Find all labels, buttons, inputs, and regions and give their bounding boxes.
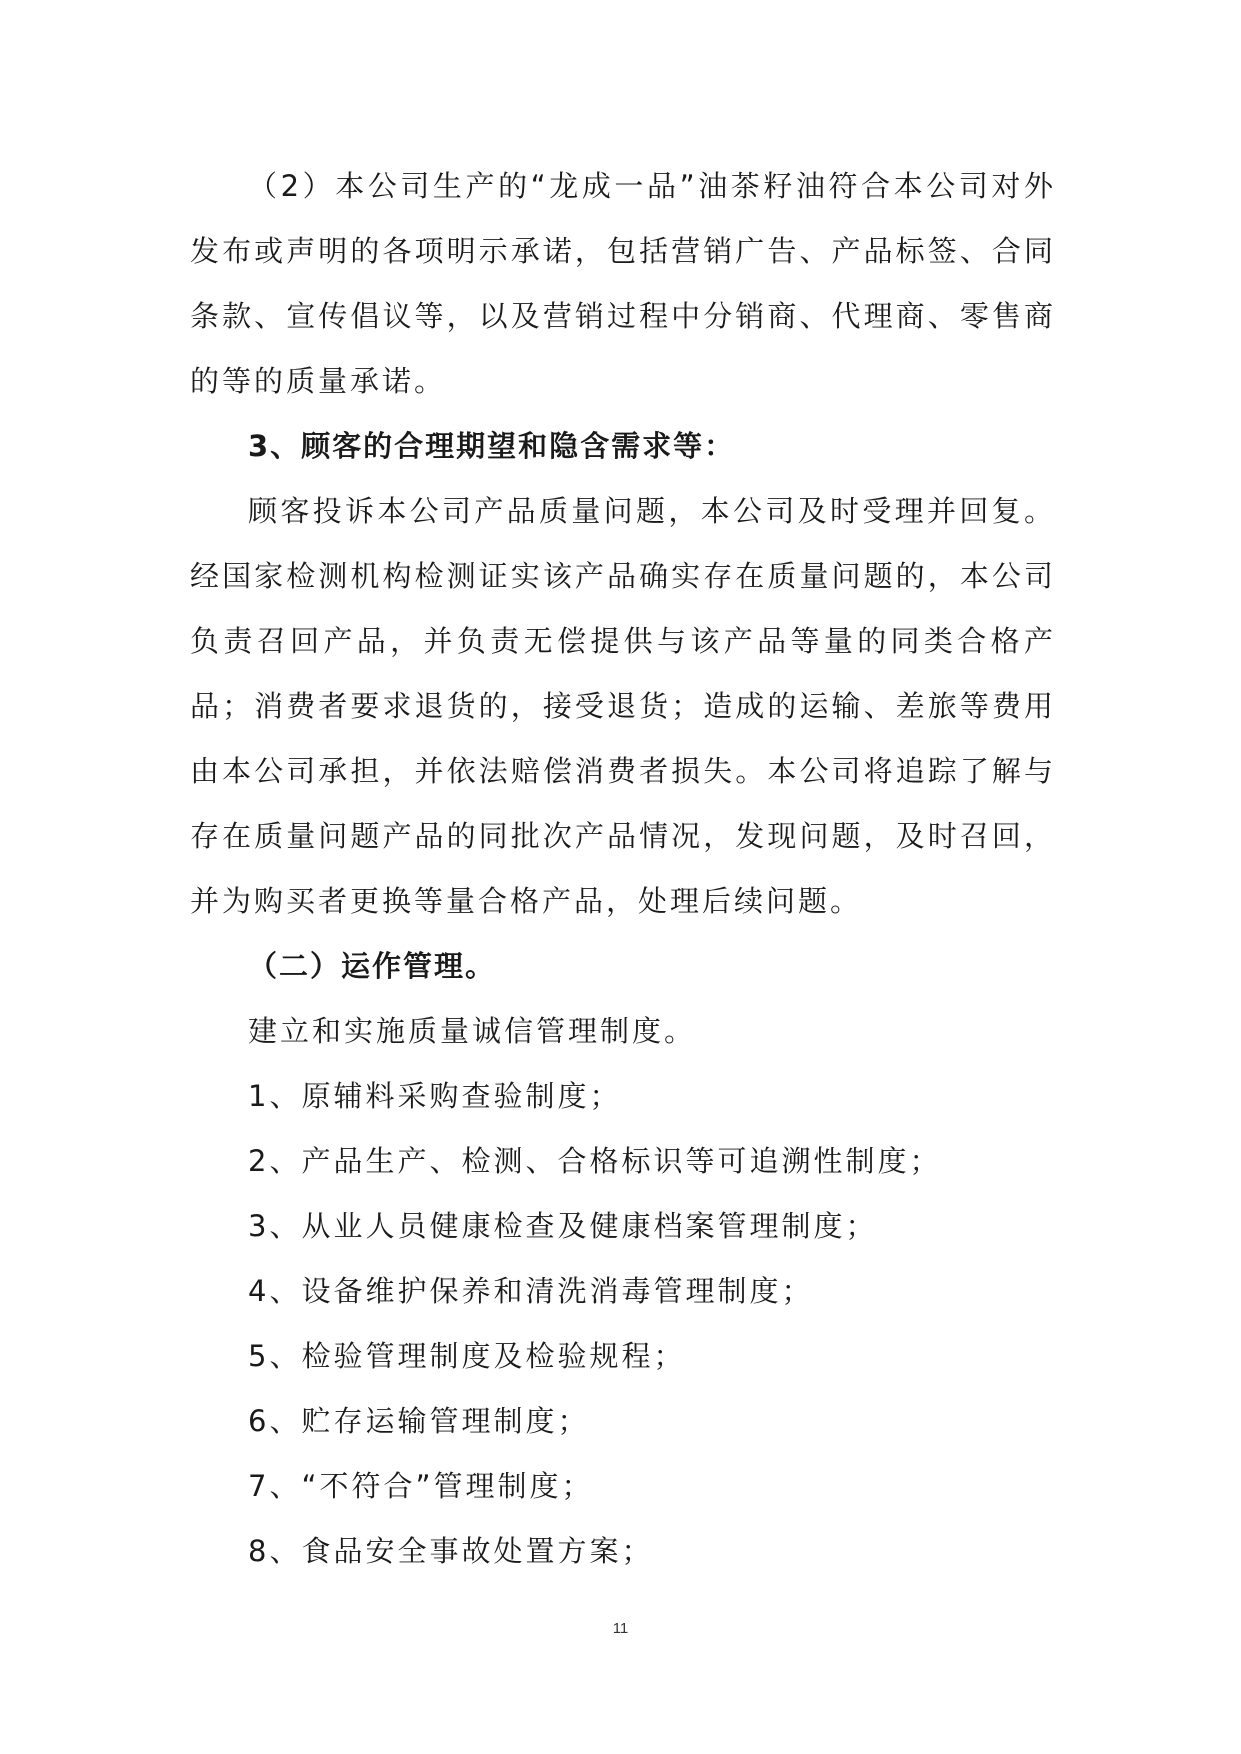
list-item: 4、设备维护保养和清洗消毒管理制度； xyxy=(248,1274,814,1308)
list-item: 1、原辅料采购查验制度； xyxy=(248,1079,622,1113)
list-item: 7、“不符合”管理制度； xyxy=(248,1469,594,1503)
section-heading-operation-management: （二）运作管理。 xyxy=(248,949,497,983)
list-item: 8、食品安全事故处置方案； xyxy=(248,1534,654,1568)
list-item: 5、检验管理制度及检验规程； xyxy=(248,1339,686,1373)
list-item: 6、贮存运输管理制度； xyxy=(248,1404,590,1438)
list-item: 2、产品生产、检测、合格标识等可追溯性制度； xyxy=(248,1144,942,1178)
page-number: 11 xyxy=(612,1620,629,1637)
list-item: 3、从业人员健康检查及健康档案管理制度； xyxy=(248,1209,878,1243)
paragraph-quality-system: 建立和实施质量诚信管理制度。 xyxy=(248,1014,697,1048)
section-heading-customer-expectations: 3、顾客的合理期望和隐含需求等： xyxy=(248,429,736,463)
document-body xyxy=(190,154,1056,1584)
paragraph-product-commitment: （2）本公司生产的“龙成一品”油茶籽油符合本公司对外发布或声明的各项明示承诺，包括营销广告、产品标签、合同条款、宣传倡议等，以及营销过程中分销商、代理商、零售商的等的质量承诺。 xyxy=(190,169,1056,398)
paragraph-customer-complaints: 顾客投诉本公司产品质量问题，本公司及时受理并回复。经国家检测机构检测证实该产品确实存在质量问题的，本公司负责召回产品，并负责无偿提供与该产品等量的同类合格产品；消费者要求退货的，接受退货；造成的运输、差旅等费用由本公司承担，并依法赔偿消费者损失。本公司将追踪了解与存在质量问题产品的同批次产品情况，发现问题，及时召回，并为购买者更换等量合格产品，处理后续问题。 xyxy=(190,494,1056,918)
